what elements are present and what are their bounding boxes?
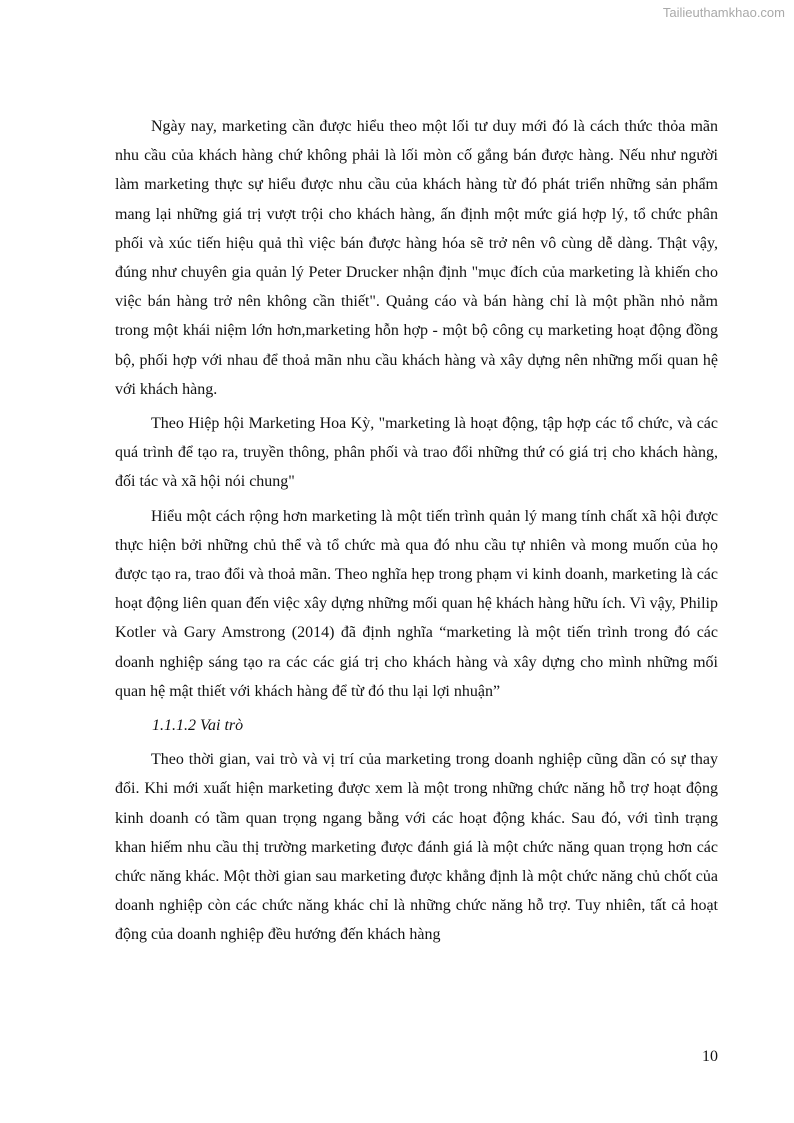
paragraph-marketing-role: Theo thời gian, vai trò và vị trí của marketing trong doanh nghiệp cũng dần có sự thay đổi. Khi mới xuất hiện marketing được xem là một trong những chức năng hỗ trợ hoạt động kinh doanh có tầm quan trọng ngang bằng với các hoạt động khác. Sau đó, với tình trạng khan hiếm nhu cầu thị trường marketing được đánh giá là một chức năng quan trọng hơn các chức năng khác. Một thời gian sau marketing được khẳng định là một chức năng chủ chốt của doanh nghiệp còn các chức năng khác chỉ là những chức năng hỗ trợ. Tuy nhiên, tất cả hoạt động của doanh nghiệp đều hướng đến khách hàng — [115, 751, 718, 944]
page-number: 10 — [702, 1048, 718, 1065]
body-text — [115, 112, 718, 955]
section-heading-role: 1.1.1.2 Vai trò — [152, 717, 244, 735]
paragraph-kotler-definition: Hiểu một cách rộng hơn marketing là một tiến trình quản lý mang tính chất xã hội được thực hiện bởi những chủ thể và tổ chức mà qua đó nhu cầu tự nhiên và mong muốn của họ được tạo ra, trao đổi và thoả mãn. Theo nghĩa hẹp trong phạm vi kinh doanh, marketing là các hoạt động liên quan đến việc xây dựng những mối quan hệ khách hàng hữu ích. Vì vậy, Philip Kotler và Gary Amstrong (2014) đã định nghĩa “marketing là một tiến trình trong đó các doanh nghiệp sáng tạo ra các các giá trị cho khách hàng và xây dựng cho mình những mối quan hệ mật thiết với khách hàng để từ đó thu lại lợi nhuận” — [115, 507, 718, 700]
paragraph-ama-definition: Theo Hiệp hội Marketing Hoa Kỳ, "marketing là hoạt động, tập hợp các tổ chức, và các quá trình để tạo ra, truyền thông, phân phối và trao đổi những thứ có giá trị cho khách hàng, đối tác và xã hội nói chung" — [115, 415, 718, 491]
watermark: Tailieuthamkhao.com — [662, 5, 785, 20]
paragraph-marketing-definition: Ngày nay, marketing cần được hiểu theo một lối tư duy mới đó là cách thức thỏa mãn nhu cầu của khách hàng chứ không phải là lối mòn cố gắng bán được hàng. Nếu như người làm marketing thực sự hiểu được nhu cầu của khách hàng từ đó phát triển những sản phẩm mang lại những giá trị vượt trội cho khách hàng, ấn định một mức giá hợp lý, tổ chức phân phối và xúc tiến hiệu quả thì việc bán được hàng hóa sẽ trở nên vô cùng dễ dàng. Thật vậy, đúng như chuyên gia quản lý Peter Drucker nhận định "mục đích của marketing là khiến cho việc bán hàng trở nên không cần thiết". Quảng cáo và bán hàng chỉ là một phần nhỏ nằm trong một khái niệm lớn hơn,marketing hỗn hợp - một bộ công cụ marketing hoạt động đồng bộ, phối hợp với nhau để thoả mãn nhu cầu khách hàng và xây dựng nên những mối quan hệ với khách hàng. — [115, 118, 718, 398]
